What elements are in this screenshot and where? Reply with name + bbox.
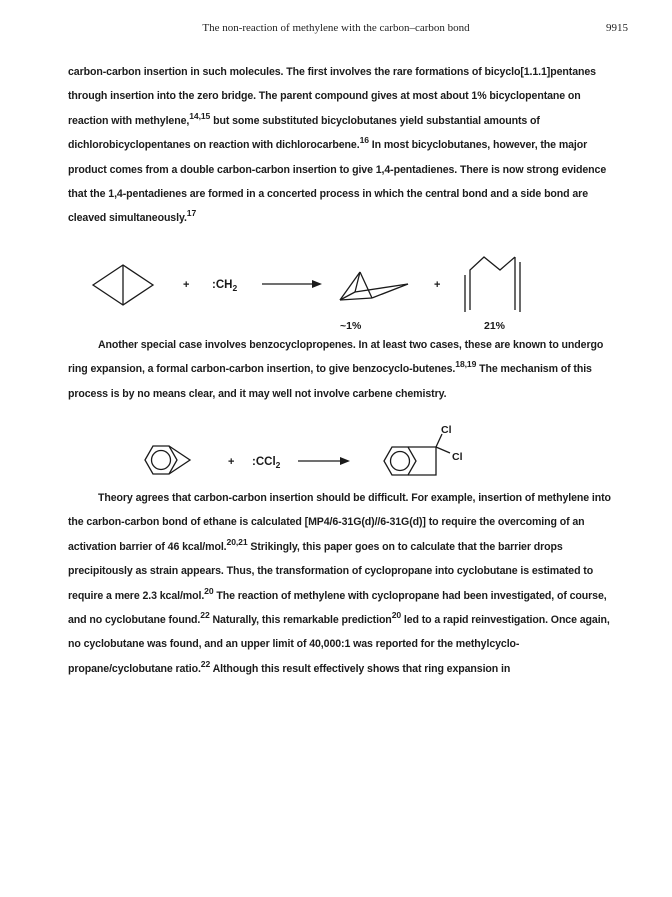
reference-superscript: 20,21 [226,536,248,547]
benzocyclopropene-structure [145,446,190,474]
p3-text-6: Although this result effectively shows that ring expansion in [210,662,511,675]
reference-superscript: 18,19 [455,359,477,370]
scheme-benzocyclopropene-reaction [0,420,672,486]
plus-sign: + [434,279,441,291]
reaction-arrow [262,280,322,288]
plus-sign: + [228,456,235,468]
reference-superscript: 22 [200,658,211,669]
pentadiene-structure [465,257,520,312]
running-header [0,22,672,38]
chlorine-label-top: Cl [441,424,452,436]
reagent-subscript: 2 [275,460,281,470]
paragraph-1 [68,60,616,231]
reaction-arrow [298,457,350,465]
svg-text::CCl2 [252,456,281,470]
p1-text-1: carbon-carbon insertion in such molecules. The first involves the rare formations of bicyclo[1.1.1]pentanes through insertion into the zero bridge. The parent compound gives at most about 1% bicyclopentane on reaction with methylene, [68,66,596,127]
p1-text-3: In most bicyclobutanes, however, the major product comes from a double carbon-carbon insertion to give 1,4-pentadienes. There is now strong evidence that the 1,4-pentadienes are formed in a concerted process in which the central bond and a side bond are cleaved simultaneously. [68,139,607,225]
p3-text-1: Theory agrees that carbon-carbon insertion should be difficult. For example, insertion of methylene into the carbon-carbon bond of ethane is calculated [MP4/6-31G(d)//6-31G(d)] to require the overcoming of an activation barrier of 46 kcal/mol. [68,492,611,553]
reference-superscript: 17 [186,208,197,219]
p2-text-2: The mechanism of this process is by no means clear, and it may well not involve carbene chemistry. [68,363,592,400]
yield-pentadiene: 21% [484,320,506,332]
page-number: 9915 [606,22,628,34]
svg-text::CH2 [212,279,237,293]
reference-superscript: 20 [204,585,214,596]
methylene-reagent: :CH [212,279,233,291]
p3-text-4: Naturally, this remarkable prediction [209,614,392,627]
paragraph-3 [68,486,616,681]
scheme-bicyclobutane-reaction [0,250,672,340]
bicyclopentane-structure [340,272,408,300]
reference-superscript: 20 [391,610,402,621]
bicyclobutane-structure [93,265,153,305]
p3-text-5: led to a rapid reinvestigation. Once again, no cyclobutane was found, and an upper limit of 40,000:1 was reported for the methylcyclo-propane/cyclobutane ratio. [68,614,610,675]
dichlorocarbene-reagent: :CCl [252,456,276,468]
reference-superscript: 14,15 [189,110,211,121]
reagent-subscript: 2 [232,283,238,293]
paragraph-2 [68,333,616,406]
chlorine-label-right: Cl [452,451,463,463]
reference-superscript: 22 [200,610,210,621]
yield-bicyclopentane: ~1% [340,320,362,332]
dichlorobenzocyclobutene-structure [384,434,450,475]
p3-text-3: The reaction of methylene with cyclopropane had been investigated, of course, and no cyclobutane found. [68,589,607,627]
p2-text-1: Another special case involves benzocyclopropenes. In at least two cases, these are known to undergo ring expansion, a formal carbon-carbon insertion, to give benzocyclo-butenes. [68,339,604,376]
plus-sign: + [183,279,190,291]
reference-superscript: 16 [359,135,369,146]
running-title: The non-reaction of methylene with the carbon–carbon bond [202,22,470,34]
p1-text-2: but some substituted bicyclobutanes yield substantial amounts of dichlorobicyclopentanes on reaction with dichlorocarbene. [68,114,540,152]
p3-text-2: Strikingly, this paper goes on to calculate that the barrier drops precipitously as strain appears. Thus, the transformation of cyclopropane into cyclobutane is estimated to require a mere 2.3 kcal/mol. [68,540,594,602]
